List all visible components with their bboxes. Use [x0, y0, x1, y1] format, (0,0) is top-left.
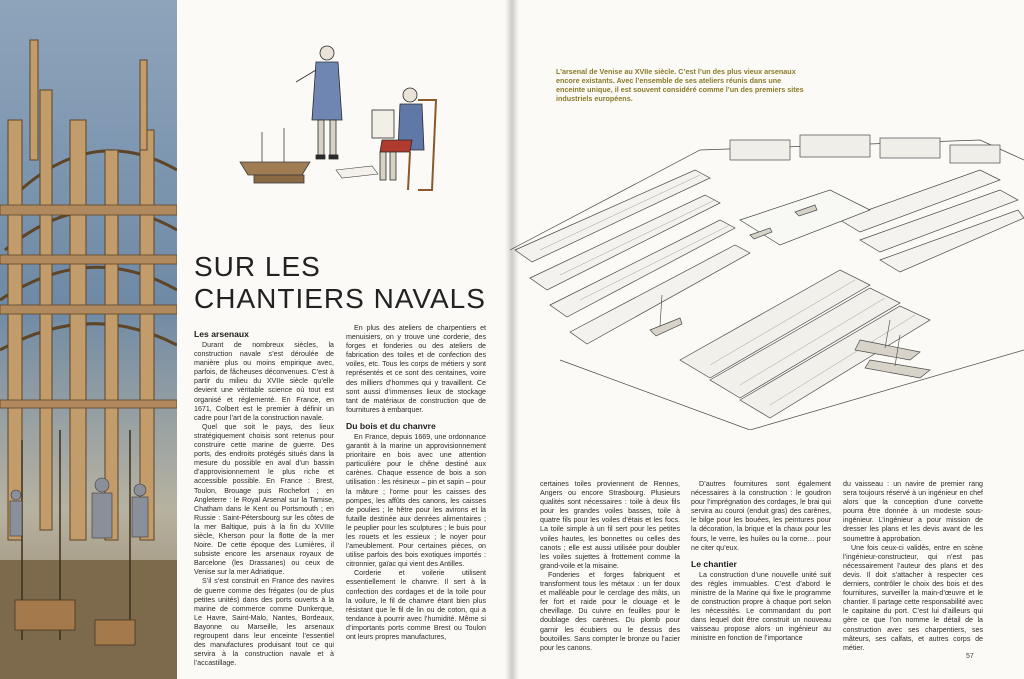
paragraph: S’il s’est construit en France des navires de guerre comme des frégates (ou de plus petites unités) dans des ports ouverts à la marine de commerce comme Dunkerque, Le Havre, Saint-Malo, Nantes, Bordeaux, Bayonne ou Marseille, les arsenaux regroupent dans leur enceinte l’essentiel des manufactures produisant tout ce qui servira à la construction navale et à l’accastillage.	[194, 577, 334, 668]
section-heading-arsenaux: Les arsenaux	[194, 329, 249, 339]
paragraph: Fonderies et forges fabriquent et transforment tous les métaux : un fer doux et malléable pour le cerclage des mâts, un fer fort et raide pour le clouage et le chevillage. Du cuivre en feuilles pour le doublage des carènes. Du plomb pour garnir les écubiers ou le dessus des boutoilles. Sans compter le bronze ou l’acier pour les canons.	[540, 570, 680, 652]
paragraph: Durant de nombreux siècles, la construction navale s’est déroulée de manière plus ou moins empirique avec, parfois, de fâcheuses déconvenues. C’est à partir du milieu du XVIIe siècle qu’elle devient une véritable science où tout est organisé et réglementé. En France, en 1671, Colbert est le premier à définir un cadre pour l’art de la construction navale.	[194, 341, 334, 422]
section-heading-bois-chanvre: Du bois et du chanvre	[346, 420, 436, 431]
venice-arsenal-illustration	[510, 100, 1024, 430]
paragraph: certaines toiles proviennent de Rennes, Angers ou encore Strasbourg. Plusieurs qualités sont nécessaires : toile à deux fils pour les grandes voiles basses, toile à quatre fils pour les voiles d’étais et les focs. La toile simple à un fil sert pour les petites voiles hautes, les bonnettes ou celles des canots ; elle est aussi utilisée pour doubler les voiles sujettes à frottement comme la grand-voile et la misaine.	[540, 480, 680, 570]
text-column-1	[194, 329, 334, 668]
paragraph: Une fois ceux-ci validés, entre en scène l’ingénieur-constructeur, qui n’est pas nécessairement l’auteur des plans et des devis. Il doit s’attacher à respecter ces derniers, contrôler le choix des bois et des fournitures, surveiller la main-d’œuvre et le chantier. Il partage cette responsabilité avec le capitaine du port. C’est lui d’ailleurs qui gère ce que l’on nomme le détail de la construction avec ses charpentiers, ses mâteurs, ses calfats, et autres corps de métier.	[843, 543, 983, 652]
ship-construction-illustration	[0, 0, 177, 679]
text-column-2	[346, 324, 486, 642]
paragraph: Corderie et voilerie utilisent essentiellement le chanvre. Il sert à la confection des cordages et de la toile pour la voilure, le fil de chanvre étant bien plus résistant que le fil de lin ou de coton, qui a tendance à pourrir avec l’humidité. Même si d’importants ports comme Brest ou Toulon ont leurs propres manufactures,	[346, 569, 486, 641]
paragraph: du vaisseau : un navire de premier rang sera toujours réservé à un ingénieur en chef alors que la conception d’une corvette pourra être donnée à un modeste sous-ingénieur. L’ingénieur a pour mission de dresser les plans et les devis avant de les soumettre à approbation.	[843, 480, 983, 543]
page-number: 57	[966, 653, 974, 660]
text-column-3	[540, 480, 680, 653]
text-column-5	[843, 480, 983, 653]
book-gutter	[505, 0, 519, 679]
paragraph: Quel que soit le pays, des lieux stratégiquement choisis sont retenus pour construire cette marine de guerre. Des ports, des endroits protégés situés dans la mesure du possible en aval d’un bassin d’approvisionnement le plus riche et accessible possible. En France : Brest, Toulon, Brouage puis Rochefort ; en Angleterre : le Royal Arsenal sur la Tamise, Chatham dans le Kent ou Portsmouth ; en Russie : Saint-Pétersbourg sur les côtes de la mer Baltique, puis à la fin du XVIIIe siècle, Kherson pour la flotte de la mer Noire. De cette époque des Lumières, il subsiste encore les arsenaux royaux de Barcelone (les Drassanes) ou ceux de Venise sur la mer Adriatique.	[194, 422, 334, 577]
paragraph: La construction d’une nouvelle unité suit des règles immuables. C’est d’abord le ministre de la Marine qui fixe le programme de construction propre à chaque port selon les nécessités. Le commandant du port dans lequel doit être construit un nouveau vaisseau propose alors un ingénieur au ministre en fonction de l’importance	[691, 570, 831, 643]
chapter-title: SUR LES CHANTIERS NAVALS	[194, 250, 486, 314]
text-column-4	[691, 480, 831, 644]
section-heading-chantier: Le chantier	[691, 558, 737, 569]
illustration-caption: L’arsenal de Venise au XVIIe siècle. C’est l’un des plus vieux arsenaux encore existants. Avec l’ensemble de ses ateliers réunis dans une enceinte unique, il est souvent considéré comme l’un des premiers sites industriels européens.	[556, 67, 804, 103]
paragraph: En plus des ateliers de charpentiers et menuisiers, on y trouve une corderie, des forges et fonderies ou des ateliers de fabrication des toiles et de confection des voiles, etc. Tous les corps de métiers y sont représentés et ce sont des centaines, voire des milliers d’hommes qui y travaillent. Ce sont aussi d’immenses lieux de stockage tant de matériaux de construction que de fournitures à embarquer.	[346, 324, 486, 414]
paragraph: En France, depuis 1669, une ordonnance garantit à la marine un approvisionnement prioritaire en bois avec une attention particulière pour le chêne destiné aux carènes. Chaque essence de bois a son utilisation : les résineux – pin et sapin – pour la mâture ; l’orme pour les caisses des pompes, les affûts des canons, les caisses de poulies ; le hêtre pour les avirons et la futaille destinée aux denrées alimentaires ; le peuplier pour les sculptures ; le buis pour les rouets et les essieux ; le noyer pour l’ameublement. Pour certaines pièces, on utilise parfois des bois exotiques importés : citronnier, gaïac qui vient des Antilles.	[346, 432, 486, 569]
paragraph: D’autres fournitures sont également nécessaires à la construction : le goudron pour l’imprégnation des cordages, le brai qui servira au couroi (enduit gras) des carènes, le bilge pour les bouées, les peintures pour la décoration, la brique et la chaux pour les fours, le verre, les huiles ou la corne… pour ne citer qu’eux.	[691, 480, 831, 552]
ship-builders-illustration	[232, 40, 442, 202]
